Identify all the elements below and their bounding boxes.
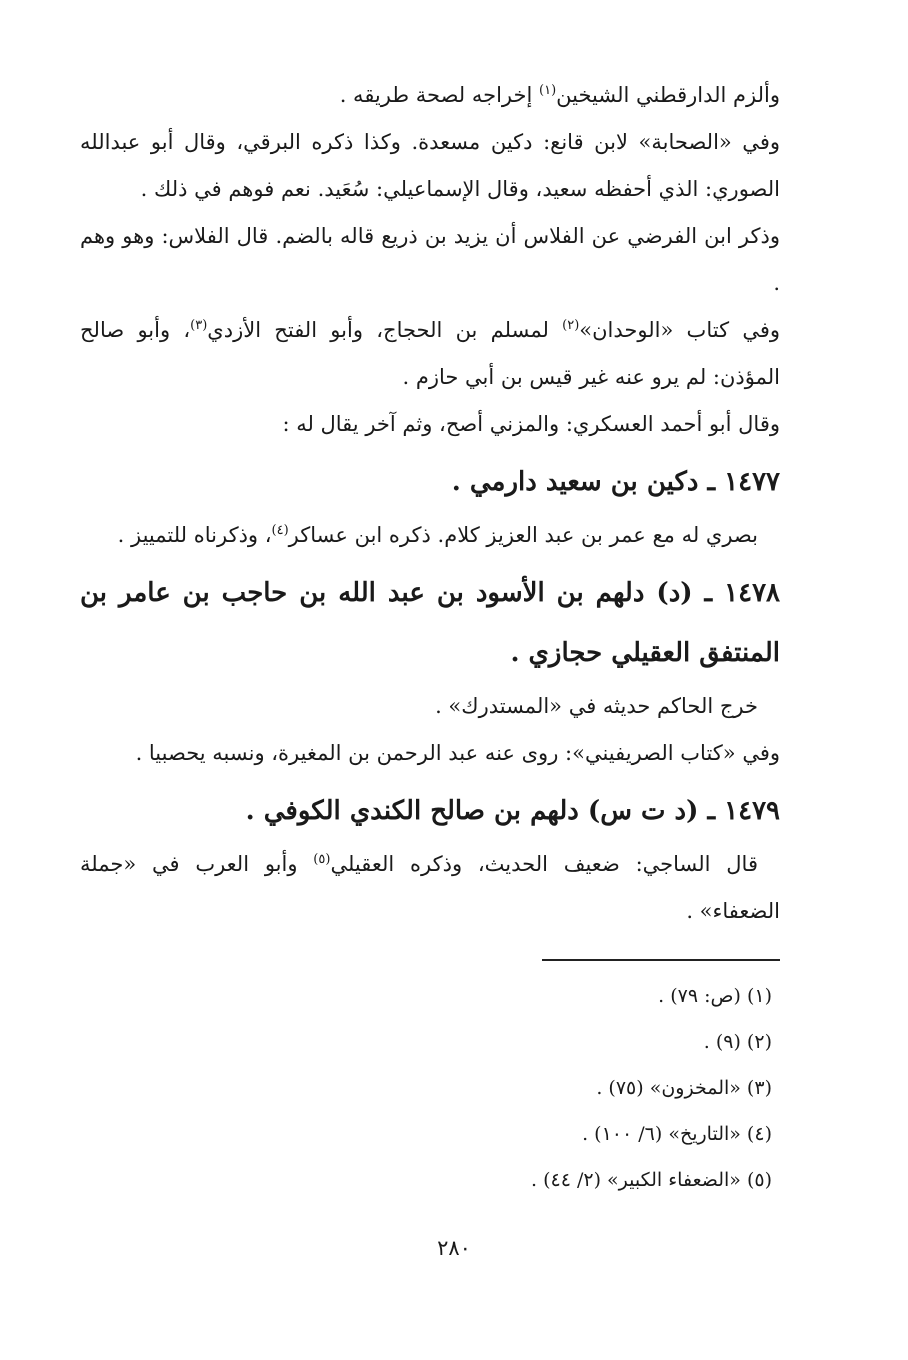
- paragraph: وفي «الصحابة» لابن قانع: دكين مسعدة. وكذا ذكره البرقي، وقال أبو عبدالله الصوري: الذي أحفظه سعيد، وقال الإسماعيلي: سُعَيد. نعم فوهم في ذلك .: [80, 130, 780, 201]
- main-text: [80, 72, 780, 935]
- footnote-marker: (٤): [271, 523, 289, 538]
- footnote: (٢) (٩) .: [703, 1031, 772, 1053]
- footnote: (٤) «التاريخ» (٦/ ١٠٠) .: [582, 1123, 772, 1145]
- footnote-marker: (٣): [190, 318, 208, 333]
- footnote-marker: (٥): [313, 852, 331, 867]
- paragraph: قال الساجي: ضعيف الحديث، وذكره العقيلي$^{(٥)}$ وأبو العرب في «جملة الضعفاء» .: [80, 852, 780, 923]
- footnote: (٣) «المخزون» (٧٥) .: [596, 1077, 772, 1099]
- entry-heading: ١٤٧٧ ـ دكين بن سعيد دارمي .: [451, 467, 780, 497]
- footnote-divider: [542, 959, 780, 961]
- paragraph: وذكر ابن الفرضي عن الفلاس أن يزيد بن ذريع قاله بالضم. قال الفلاس: وهو وهم .: [80, 224, 780, 295]
- footnotes: [80, 973, 780, 1203]
- footnote: (١) (ص: ٧٩) .: [658, 985, 772, 1007]
- paragraph: وألزم الدارقطني الشيخين$^{(١)}$ إخراجه لصحة طريقه .: [339, 83, 780, 107]
- entry-heading: ١٤٧٩ ـ (د ت س) دلهم بن صالح الكندي الكوفي .: [245, 796, 780, 826]
- paragraph: وفي كتاب «الوحدان»$^{(٢)}$ لمسلم بن الحجاج، وأبو الفتح الأزدي$^{(٣)}$، وأبو صالح المؤذن: لم يرو عنه غير قيس بن أبي حازم .: [80, 318, 781, 389]
- footnote-marker: (٢): [562, 318, 580, 333]
- paragraph: خرج الحاكم حديثه في «المستدرك» .: [435, 694, 758, 718]
- paragraph: بصري له مع عمر بن عبد العزيز كلام. ذكره ابن عساكر$^{(٤)}$، وذكرناه للتمييز .: [117, 523, 758, 547]
- footnote-marker: (١): [539, 83, 557, 98]
- paragraph: وفي «كتاب الصريفيني»: روى عنه عبد الرحمن بن المغيرة، ونسبه يحصبيا .: [135, 741, 780, 765]
- footnote: (٥) «الضعفاء الكبير» (٢/ ٤٤) .: [531, 1169, 772, 1191]
- page-number: ٢٨٠: [437, 1236, 471, 1260]
- paragraph: وقال أبو أحمد العسكري: والمزني أصح، وثم آخر يقال له :: [282, 412, 780, 436]
- entry-heading: ١٤٧٨ ـ (د) دلهم بن الأسود بن عبد الله بن حاجب بن عامر بن المنتفق العقيلي حجازي .: [80, 578, 780, 668]
